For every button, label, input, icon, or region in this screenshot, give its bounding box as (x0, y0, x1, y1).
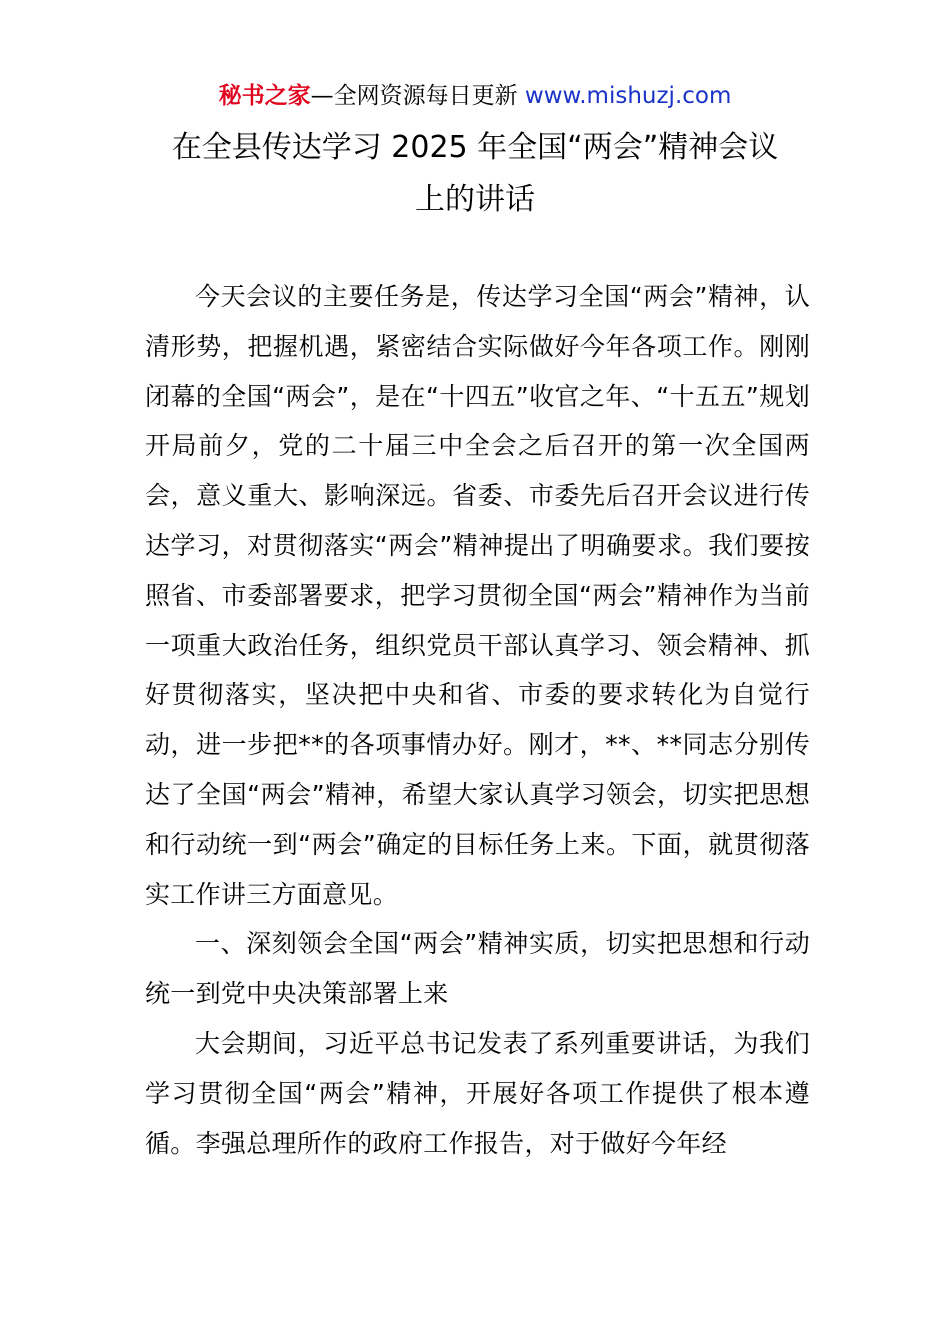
document-body (145, 272, 810, 1168)
site-url[interactable]: www.mishuzj.com (524, 83, 732, 109)
paragraph-intro: 今天会议的主要任务是，传达学习全国“两会”精神，认清形势，把握机遇，紧密结合实际做好今年各项工作。刚刚闭幕的全国“两会”，是在“十四五”收官之年、“十五五”规划开局前夕，党的二十届三中全会之后召开的第一次全国两会，意义重大、影响深远。省委、市委先后召开会议进行传达学习，对贯彻落实“两会”精神提出了明确要求。我们要按照省、市委部署要求，把学习贯彻全国“两会”精神作为当前一项重大政治任务，组织党员干部认真学习、领会精神、抓好贯彻落实，坚决把中央和省、市委的要求转化为自觉行动，进一步把**的各项事情办好。刚才，**、**同志分别传达了全国“两会”精神，希望大家认真学习领会，切实把思想和行动统一到“两会”确定的目标任务上来。下面，就贯彻落实工作讲三方面意见。 (145, 282, 810, 909)
site-header (0, 80, 950, 112)
document-title-line-1: 在全县传达学习 2025 年全国“两会”精神会议 (171, 130, 779, 165)
section-heading-1: 一、深刻领会全国“两会”精神实质，切实把思想和行动统一到党中央决策部署上来 (145, 929, 810, 1009)
site-tagline: —全网资源每日更新 (310, 83, 525, 109)
site-name: 秘书之家 (218, 83, 311, 109)
document-title (100, 122, 850, 226)
document-title-line-2: 上的讲话 (415, 182, 535, 217)
paragraph-section-1: 大会期间，习近平总书记发表了系列重要讲话，为我们学习贯彻全国“两会”精神，开展好各项工作提供了根本遵循。李强总理所作的政府工作报告，对于做好今年经 (145, 1028, 810, 1158)
